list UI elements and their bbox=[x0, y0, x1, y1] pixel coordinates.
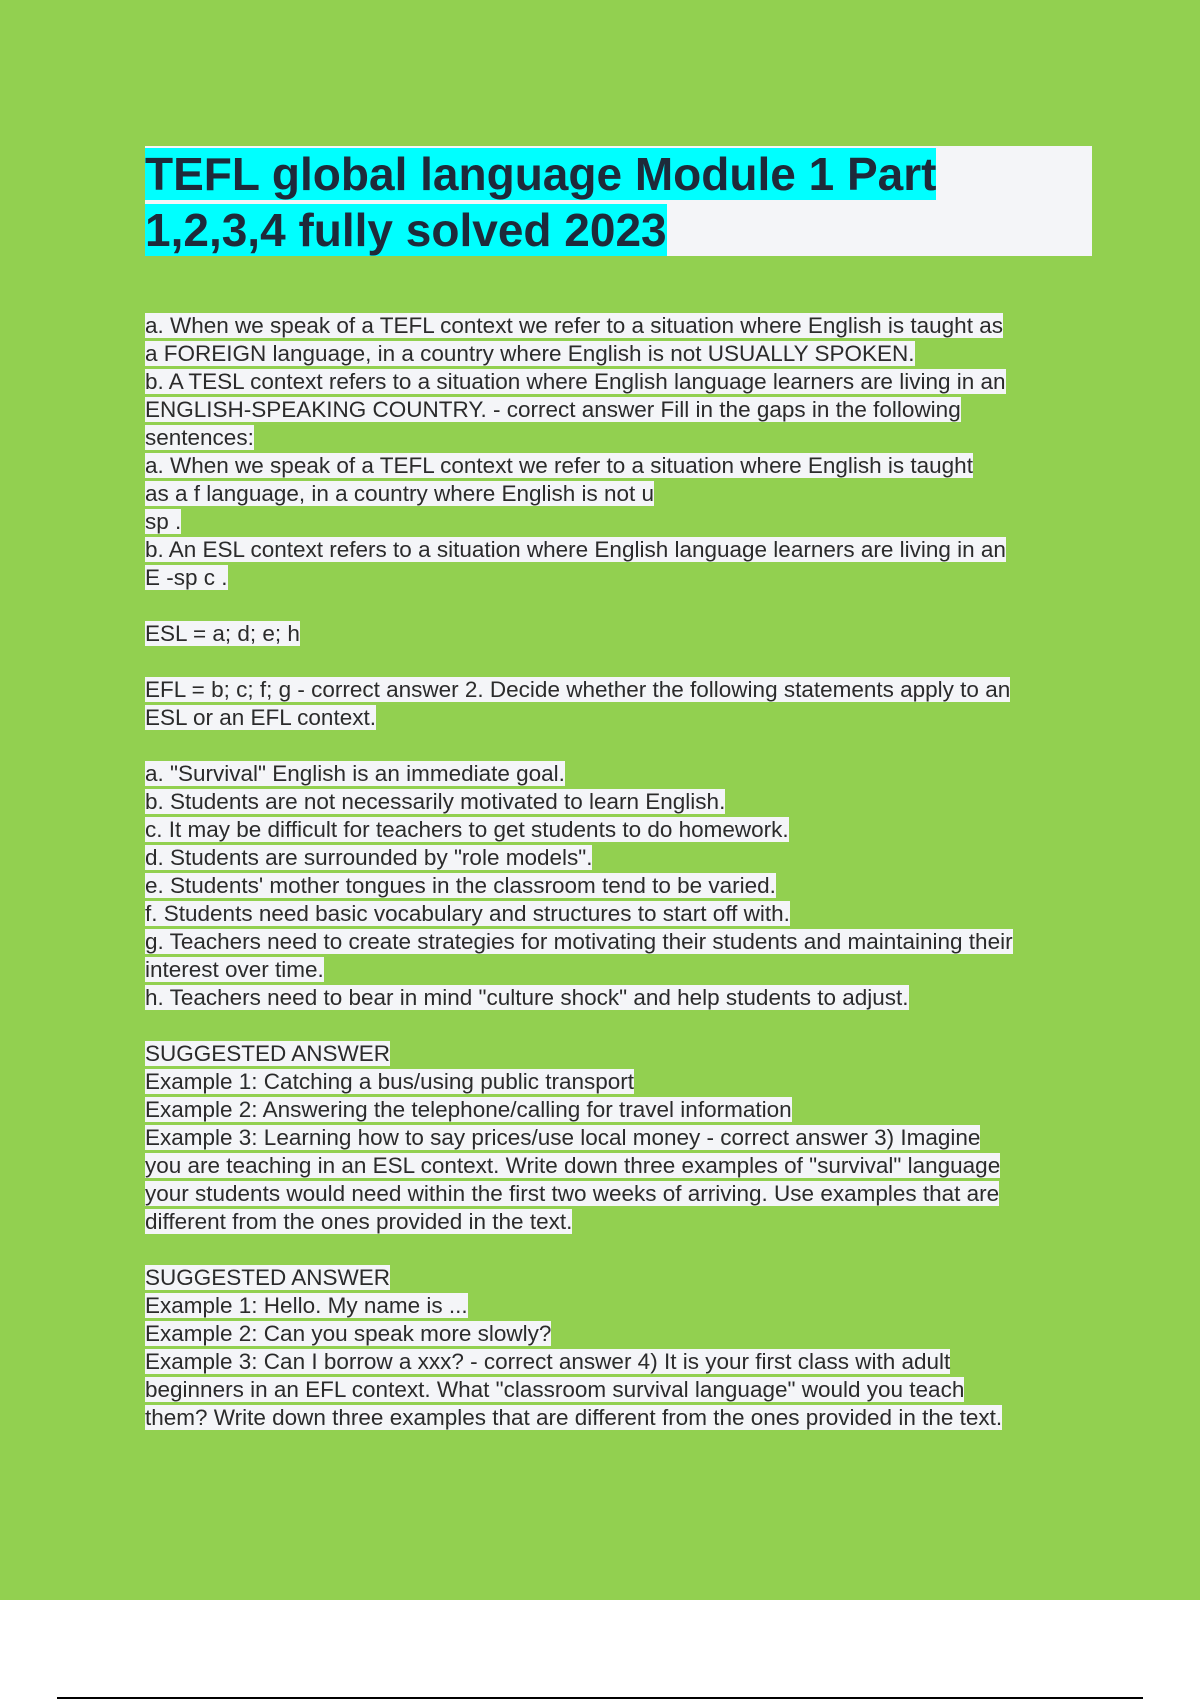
text-line-content: SUGGESTED ANSWER bbox=[145, 1041, 391, 1066]
text-line bbox=[145, 760, 1085, 788]
text-line bbox=[145, 368, 1085, 396]
text-line bbox=[145, 424, 1085, 452]
text-line-content: a. When we speak of a TEFL context we refer to a situation where English is taught as bbox=[145, 313, 1003, 338]
text-line-content: Example 1: Catching a bus/using public transport bbox=[145, 1069, 635, 1094]
text-line-content: Example 3: Can I borrow a xxx? - correct answer 4) It is your first class with adult bbox=[145, 1349, 951, 1374]
text-line-content: EFL = b; c; f; g - correct answer 2. Decide whether the following statements apply to an bbox=[145, 677, 1011, 702]
text-line bbox=[145, 312, 1085, 340]
text-line-content: Example 3: Learning how to say prices/use local money - correct answer 3) Imagine bbox=[145, 1125, 981, 1150]
text-line-content: d. Students are surrounded by "role models". bbox=[145, 845, 593, 870]
text-line-content: b. Students are not necessarily motivated to learn English. bbox=[145, 789, 726, 814]
text-line-content: different from the ones provided in the text. bbox=[145, 1209, 573, 1234]
paragraph-gap bbox=[145, 592, 1085, 620]
text-line-content: sp . bbox=[145, 509, 182, 534]
text-line-content: a FOREIGN language, in a country where English is not USUALLY SPOKEN. bbox=[145, 341, 915, 366]
paragraph-gap bbox=[145, 732, 1085, 760]
text-line bbox=[145, 872, 1085, 900]
text-line bbox=[145, 1096, 1085, 1124]
text-line bbox=[145, 704, 1085, 732]
text-line bbox=[145, 1404, 1085, 1432]
text-line bbox=[145, 1040, 1085, 1068]
footer-rule bbox=[57, 1697, 1143, 1699]
text-line bbox=[145, 1152, 1085, 1180]
text-line bbox=[145, 1124, 1085, 1152]
text-line-content: Example 2: Can you speak more slowly? bbox=[145, 1321, 552, 1346]
text-line bbox=[145, 564, 1085, 592]
text-line-content: E -sp c . bbox=[145, 565, 228, 590]
text-line-content: g. Teachers need to create strategies for motivating their students and maintaining their bbox=[145, 929, 1013, 954]
text-line bbox=[145, 480, 1085, 508]
text-line-content: ESL or an EFL context. bbox=[145, 705, 376, 730]
text-line bbox=[145, 1348, 1085, 1376]
text-line bbox=[145, 1264, 1085, 1292]
text-line bbox=[145, 956, 1085, 984]
text-line-content: interest over time. bbox=[145, 957, 324, 982]
text-line-content: you are teaching in an ESL context. Write down three examples of "survival" language bbox=[145, 1153, 1001, 1178]
text-line-content: e. Students' mother tongues in the classroom tend to be varied. bbox=[145, 873, 776, 898]
text-line-content: c. It may be difficult for teachers to get students to do homework. bbox=[145, 817, 789, 842]
text-line bbox=[145, 340, 1085, 368]
paragraph-gap bbox=[145, 1236, 1085, 1264]
text-line bbox=[145, 816, 1085, 844]
text-line-content: b. An ESL context refers to a situation where English language learners are living in an bbox=[145, 537, 1006, 562]
text-line bbox=[145, 788, 1085, 816]
text-line bbox=[145, 620, 1085, 648]
text-line-content: as a f language, in a country where English is not u bbox=[145, 481, 655, 506]
text-line-content: a. "Survival" English is an immediate goal. bbox=[145, 761, 565, 786]
text-line bbox=[145, 508, 1085, 536]
text-line-content: ENGLISH-SPEAKING COUNTRY. - correct answer Fill in the gaps in the following bbox=[145, 397, 961, 422]
text-line bbox=[145, 1292, 1085, 1320]
text-line bbox=[145, 1180, 1085, 1208]
text-line bbox=[145, 900, 1085, 928]
text-line bbox=[145, 1376, 1085, 1404]
text-line bbox=[145, 984, 1085, 1012]
text-line-content: ESL = a; d; e; h bbox=[145, 621, 300, 646]
text-line-content: your students would need within the first two weeks of arriving. Use examples that are bbox=[145, 1181, 1000, 1206]
text-line bbox=[145, 1208, 1085, 1236]
text-line-content: them? Write down three examples that are different from the ones provided in the text. bbox=[145, 1405, 1003, 1430]
text-line bbox=[145, 676, 1085, 704]
text-line bbox=[145, 452, 1085, 480]
text-line-content: b. A TESL context refers to a situation where English language learners are living in an bbox=[145, 369, 1006, 394]
text-line-content: Example 1: Hello. My name is ... bbox=[145, 1293, 468, 1318]
text-line bbox=[145, 536, 1085, 564]
text-line bbox=[145, 844, 1085, 872]
text-line-content: SUGGESTED ANSWER bbox=[145, 1265, 391, 1290]
title-line-1: TEFL global language Module 1 Part bbox=[145, 148, 937, 200]
document-body bbox=[145, 312, 1085, 1432]
text-line-content: h. Teachers need to bear in mind "culture shock" and help students to adjust. bbox=[145, 985, 909, 1010]
text-line-content: f. Students need basic vocabulary and structures to start off with. bbox=[145, 901, 790, 926]
title-line-2: 1,2,3,4 fully solved 2023 bbox=[145, 204, 667, 256]
text-line-content: sentences: bbox=[145, 425, 254, 450]
text-line-content: beginners in an EFL context. What "classroom survival language" would you teach bbox=[145, 1377, 965, 1402]
text-line bbox=[145, 1068, 1085, 1096]
paragraph-gap bbox=[145, 1012, 1085, 1040]
text-line-content: a. When we speak of a TEFL context we refer to a situation where English is taught bbox=[145, 453, 973, 478]
paragraph-gap bbox=[145, 648, 1085, 676]
text-line bbox=[145, 396, 1085, 424]
document-title bbox=[145, 146, 1045, 258]
text-line bbox=[145, 1320, 1085, 1348]
text-line-content: Example 2: Answering the telephone/calling for travel information bbox=[145, 1097, 792, 1122]
text-line bbox=[145, 928, 1085, 956]
